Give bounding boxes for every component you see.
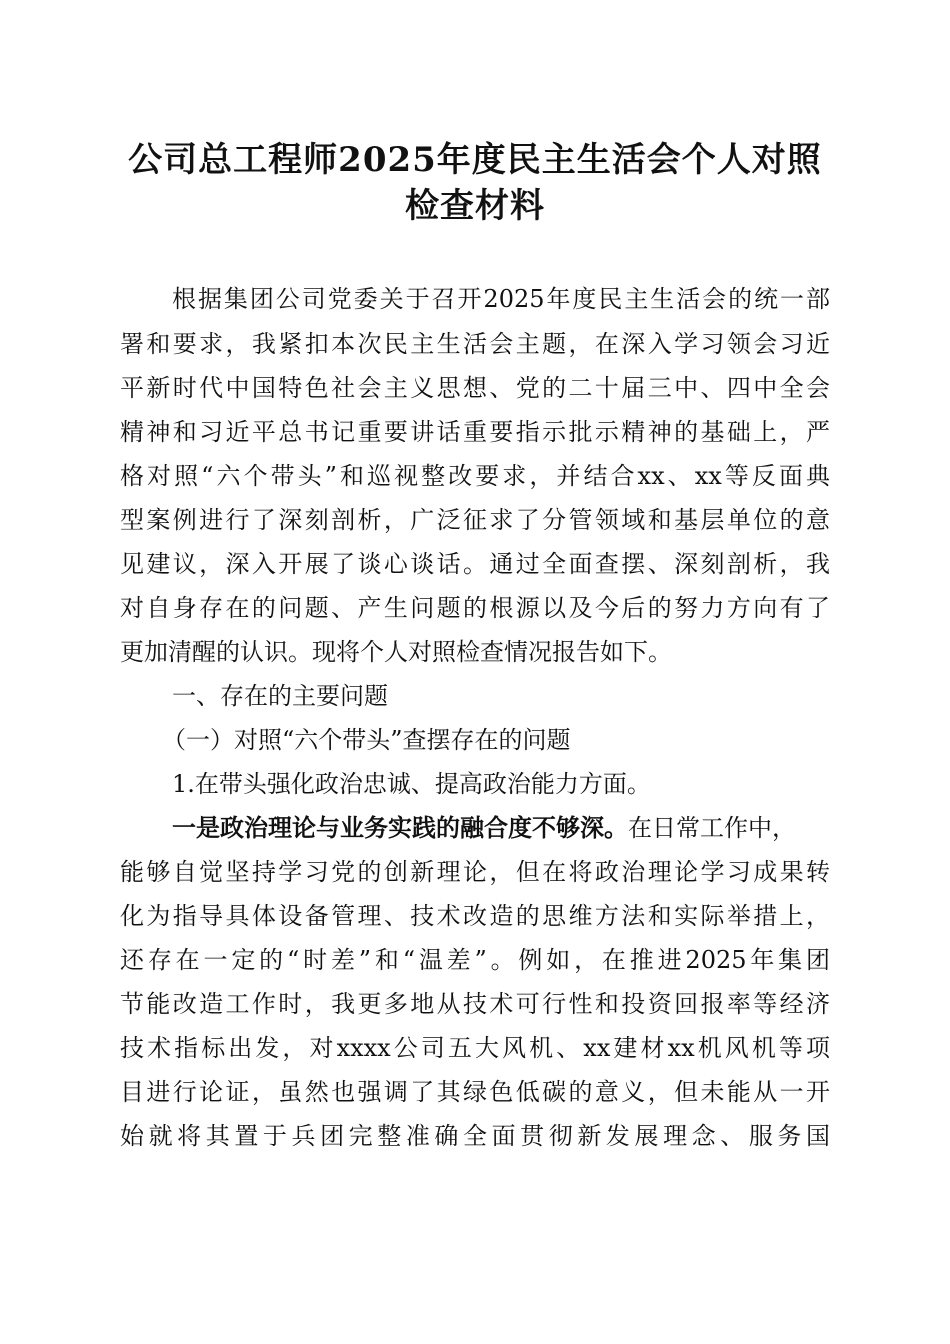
body-line-2: 署和要求，我紧扣本次民主生活会主题，在深入学习领会习近 xyxy=(120,330,830,358)
body-line-15: 目进行论证，虽然也强调了其绿色低碳的意义，但未能从一开 xyxy=(120,1078,830,1106)
body-line-12: 还存在一定的“时差”和“温差”。例如，在推进2025年集团 xyxy=(120,946,830,974)
body-line-8: 对自身存在的问题、产生问题的根源以及今后的努力方向有了 xyxy=(120,594,830,622)
body-line-bold-point xyxy=(172,813,830,843)
body-line-14: 技术指标出发，对xxxx公司五大风机、xx建材xx机风机等项 xyxy=(120,1034,830,1062)
body-line-13: 节能改造工作时，我更多地从技术可行性和投资回报率等经济 xyxy=(120,990,830,1018)
body-line-4: 精神和习近平总书记重要讲话重要指示批示精神的基础上，严 xyxy=(120,418,830,446)
body-line-10: 能够自觉坚持学习党的创新理论，但在将政治理论学习成果转 xyxy=(120,858,830,886)
body-line-3: 平新时代中国特色社会主义思想、党的二十届三中、四中全会 xyxy=(120,374,830,402)
body-line-16: 始就将其置于兵团完整准确全面贯彻新发展理念、服务国 xyxy=(120,1122,830,1150)
bold-point-text: 一是政治理论与业务实践的融合度不够深。 xyxy=(172,813,628,842)
document-title-line-1: 公司总工程师2025年度民主生活会个人对照 xyxy=(128,140,822,180)
bold-point-continuation: 在日常工作中， xyxy=(628,814,796,842)
body-line-11: 化为指导具体设备管理、技术改造的思维方法和实际举措上， xyxy=(120,902,830,930)
subsection-heading-1: （一）对照“六个带头”查摆存在的问题 xyxy=(162,726,571,754)
body-line-6: 型案例进行了深刻剖析，广泛征求了分管领域和基层单位的意 xyxy=(120,506,830,534)
item-heading-1: 1.在带头强化政治忠诚、提高政治能力方面。 xyxy=(172,770,651,798)
section-heading-1: 一、存在的主要问题 xyxy=(172,682,388,710)
body-line-5: 格对照“六个带头”和巡视整改要求，并结合xx、xx等反面典 xyxy=(120,462,830,490)
body-line-9: 更加清醒的认识。现将个人对照检查情况报告如下。 xyxy=(120,638,672,666)
body-line-1: 根据集团公司党委关于召开2025年度民主生活会的统一部 xyxy=(172,285,830,313)
body-line-7: 见建议，深入开展了谈心谈话。通过全面查摆、深刻剖析，我 xyxy=(120,550,830,578)
document-title-line-2: 检查材料 xyxy=(405,186,545,226)
